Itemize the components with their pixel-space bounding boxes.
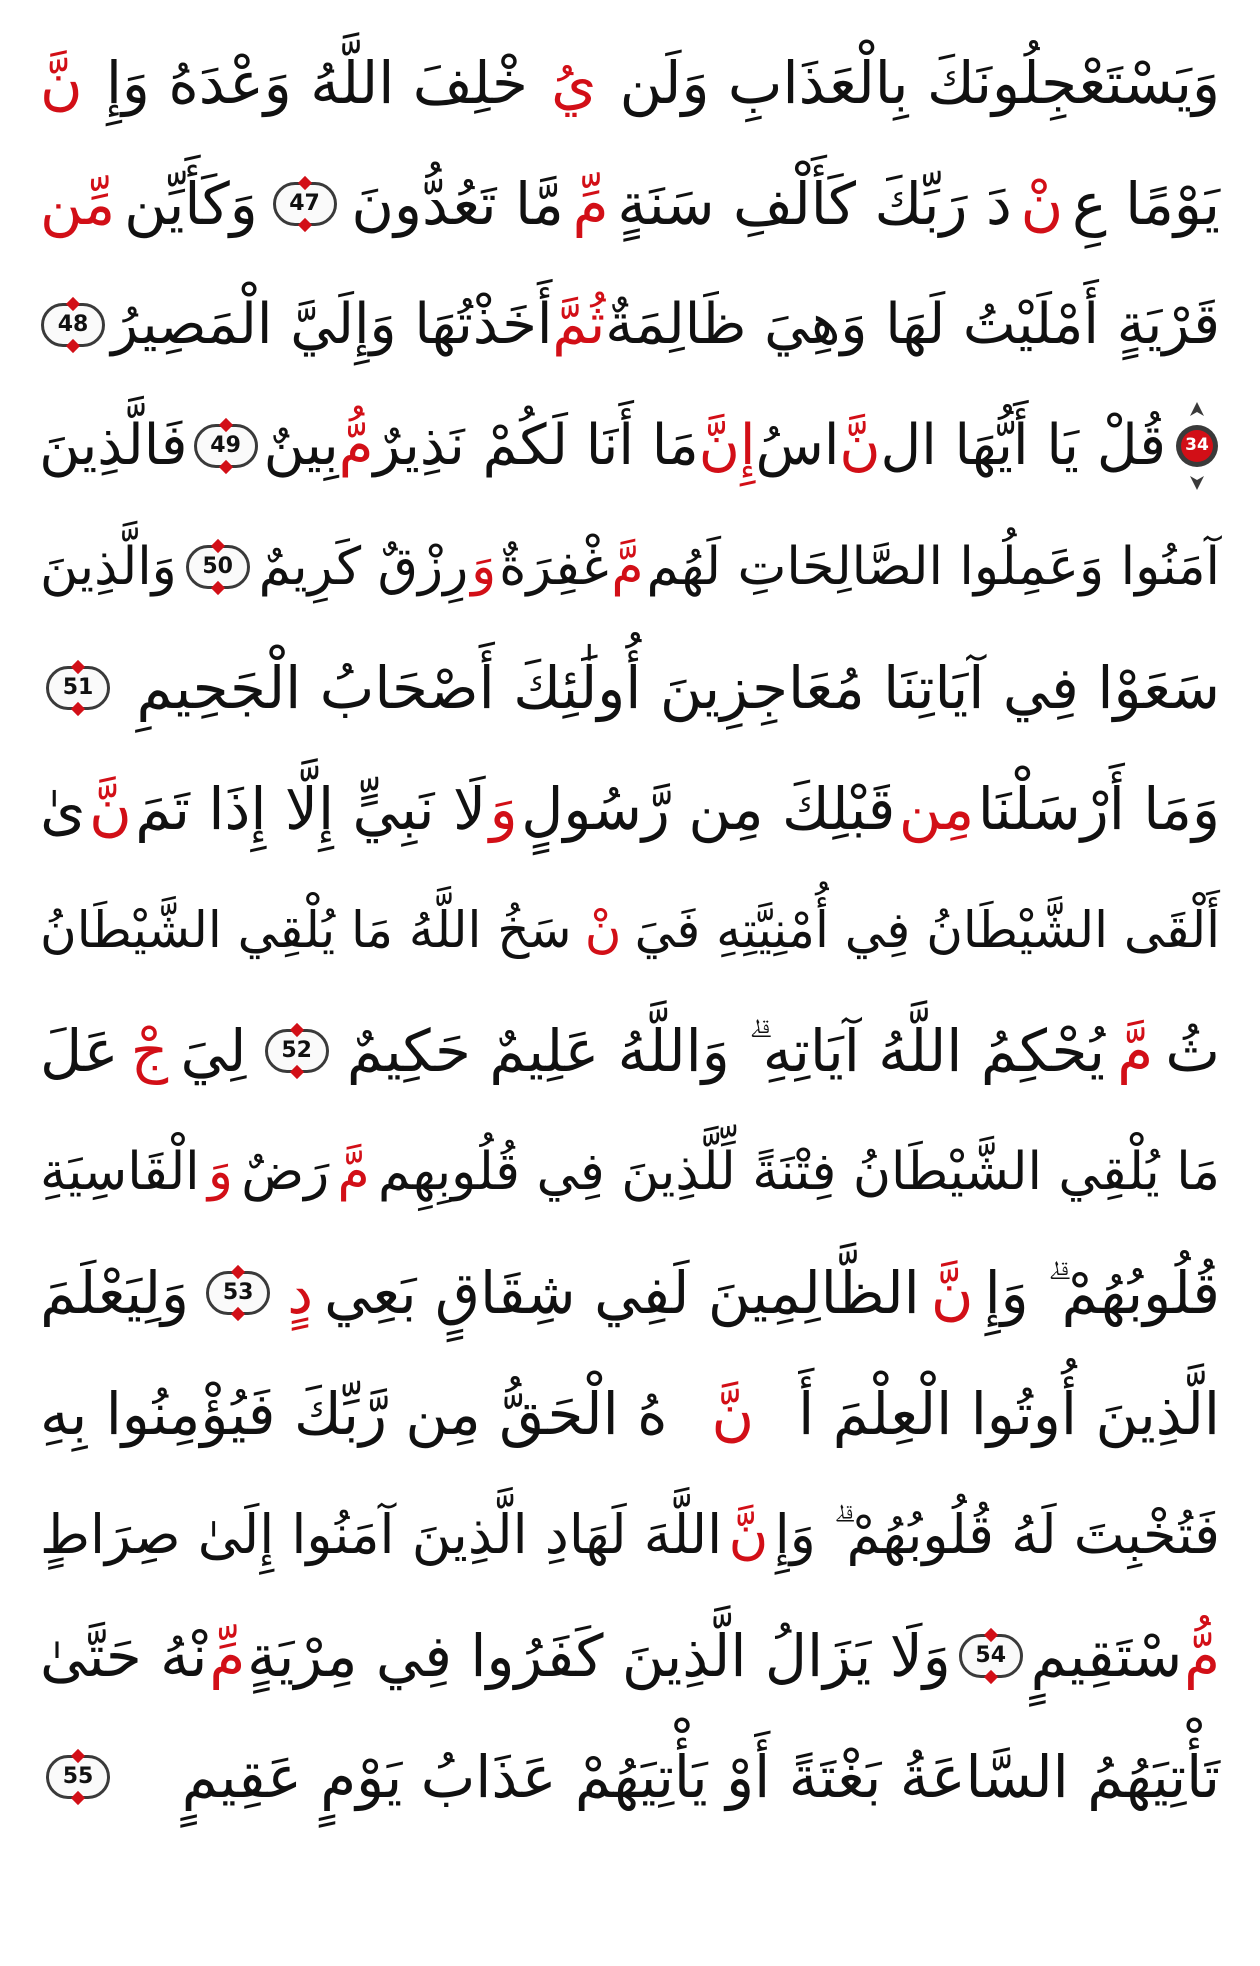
verse-text: مَا يُلْقِي الشَّيْطَانُ فِتْنَةً لِّلَّذِينَ فِي قُلُوبِهِم — [378, 1141, 1220, 1202]
verse-text: الظَّالِمِينَ لَفِي شِقَاقٍ بَعِي — [324, 1258, 920, 1327]
ayah-end-marker — [46, 1755, 110, 1799]
tajweed-highlight: ثُمَّ — [552, 291, 606, 357]
ayah-number: 55 — [62, 1763, 94, 1789]
verse-text: قُلُوبُهُمْ ۗ وَإِ — [984, 1258, 1220, 1327]
tajweed-highlight: نَّ — [89, 774, 132, 843]
hizb-number: 34 — [1185, 435, 1209, 455]
tajweed-highlight: نْ — [1020, 169, 1064, 238]
verse-text: نْهُ حَتَّىٰ — [40, 1621, 208, 1690]
verse-text: هُ الْحَقُّ مِن رَّبِّكَ فَيُؤْمِنُوا بِهِ — [40, 1379, 668, 1448]
ayah-number: 51 — [62, 674, 94, 700]
verse-text: وَمَا أَرْسَلْنَا — [977, 774, 1220, 843]
verse-text: الْقَاسِيَةِ — [40, 1141, 200, 1202]
tajweed-highlight: نَّ — [40, 48, 83, 117]
ayah-end-marker — [194, 424, 258, 468]
verse-text: سْتَقِيمٍ — [1030, 1621, 1183, 1690]
verse-text: الَّذِينَ أُوتُوا الْعِلْمَ أَ — [798, 1379, 1220, 1448]
verse-line — [40, 1716, 1220, 1837]
tajweed-highlight: وَ — [471, 536, 497, 597]
ayah-number: 50 — [202, 553, 233, 579]
ayah-end-marker — [186, 545, 250, 589]
verse-text: سَعَوْا فِي آيَاتِنَا مُعَاجِزِينَ أُولَٰئِكَ أَصْحَابُ الْجَحِيمِ — [136, 653, 1220, 722]
hizb-marker — [1174, 400, 1220, 492]
verse-line — [40, 143, 1220, 264]
ayah-end-marker — [41, 303, 105, 347]
verse-text: اسُ — [755, 412, 840, 478]
tajweed-highlight: مِّ — [209, 1621, 246, 1690]
verse-text: خْلِفَ اللَّهُ وَعْدَهُ وَإِ — [105, 48, 528, 117]
tajweed-highlight: مَّ — [611, 536, 644, 597]
ayah-end-marker — [959, 1634, 1023, 1678]
verse-line — [40, 22, 1220, 143]
tajweed-highlight: مَّ — [337, 1141, 370, 1202]
verse-text: وَلَا يَزَالُ الَّذِينَ كَفَرُوا فِي مِرْيَةٍ — [247, 1621, 951, 1690]
verse-text: وَالَّذِينَ — [40, 536, 177, 597]
verse-text: بِينٌ — [263, 412, 339, 478]
ayah-number: 49 — [210, 432, 241, 458]
verse-line — [40, 627, 1220, 748]
tajweed-highlight: مِّن — [40, 169, 116, 238]
verse-line — [40, 1595, 1220, 1716]
verse-line — [40, 869, 1220, 990]
tajweed-highlight: جْ — [130, 1016, 169, 1085]
verse-text: قُلْ يَا أَيُّهَا ال — [880, 412, 1166, 478]
verse-text: أَخَذْتُهَا وَإِلَيَّ الْمَصِيرُ — [111, 291, 553, 357]
verse-text: لَا نَبِيٍّ إِلَّا إِذَا تَمَ — [135, 774, 487, 843]
verse-line — [40, 1111, 1220, 1232]
verse-text: يَوْمًا عِ — [1072, 169, 1220, 238]
tajweed-highlight: مُّ — [1184, 1621, 1220, 1690]
tajweed-highlight: مَّ — [1117, 1016, 1154, 1085]
verse-text: مَا أَنَا لَكُمْ نَذِيرٌ — [373, 412, 699, 478]
tajweed-highlight: مُّ — [338, 412, 374, 478]
verse-text: يُحْكِمُ اللَّهُ آيَاتِهِ ۗ وَاللَّهُ عَلِيمٌ حَكِيمٌ — [346, 1016, 1106, 1085]
verse-text: تَأْتِيَهُمُ السَّاعَةُ بَغْتَةً أَوْ يَأْتِيَهُمْ عَذَابُ يَوْمٍ عَقِيمٍ — [181, 1742, 1220, 1811]
ayah-end-marker — [206, 1271, 270, 1315]
verse-text: مَّا تَعُدُّونَ — [351, 169, 564, 238]
verse-line — [40, 385, 1220, 506]
verse-line — [40, 264, 1220, 385]
verse-text: وَلِيَعْلَمَ — [40, 1258, 190, 1327]
ayah-number: 48 — [57, 311, 89, 337]
verse-text: وَيَسْتَعْجِلُونَكَ بِالْعَذَابِ وَلَن — [619, 48, 1220, 117]
verse-text: آمَنُوا وَعَمِلُوا الصَّالِحَاتِ لَهُم — [646, 536, 1220, 597]
tajweed-highlight: مِن — [898, 774, 975, 843]
ayah-end-marker — [273, 182, 337, 226]
verse-line — [40, 1232, 1220, 1353]
tajweed-highlight: نَّ — [930, 1258, 974, 1327]
tajweed-highlight: نَّ — [839, 412, 881, 478]
verse-text: رَضٌ — [241, 1141, 330, 1202]
verse-line — [40, 506, 1220, 627]
verse-text: اللَّهَ لَهَادِ الَّذِينَ آمَنُوا إِلَىٰ صِرَاطٍ — [40, 1502, 723, 1566]
tajweed-highlight: دٍ — [287, 1258, 314, 1327]
verse-text: قَرْيَةٍ أَمْلَيْتُ لَهَا وَهِيَ ظَالِمَةٌ — [605, 291, 1220, 357]
verse-text: ىٰ — [40, 774, 86, 843]
tajweed-highlight: وَ — [489, 774, 518, 843]
verse-line — [40, 1474, 1220, 1595]
verse-line — [40, 990, 1220, 1111]
verse-text: عَلَ — [40, 1016, 119, 1085]
verse-text: لِيَ — [180, 1016, 247, 1085]
verse-text: دَ رَبِّكَ كَأَلْفِ سَنَةٍ — [617, 169, 1012, 238]
verse-text: ثُ — [1165, 1016, 1220, 1085]
ayah-end-marker — [265, 1029, 329, 1073]
verse-text: غْفِرَةٌ — [499, 536, 609, 597]
verse-text: وَكَأَيِّن — [124, 169, 258, 238]
verse-text: أَلْقَى الشَّيْطَانُ فِي أُمْنِيَّتِهِ فَيَ — [634, 900, 1220, 959]
verse-text: سَخُ اللَّهُ مَا يُلْقِي الشَّيْطَانُ — [40, 900, 572, 959]
tajweed-highlight: نْ — [584, 900, 622, 959]
tajweed-highlight: مِّ — [572, 169, 609, 238]
ayah-number: 47 — [289, 190, 320, 216]
tajweed-highlight: إِنَّ — [698, 412, 756, 478]
verse-text: فَالَّذِينَ — [39, 412, 188, 478]
ayah-end-marker — [46, 666, 110, 710]
ayah-number: 53 — [222, 1279, 254, 1305]
verse-text: رِزْقٌ كَرِيمٌ — [258, 536, 469, 597]
verse-text: فَتُخْبِتَ لَهُ قُلُوبُهُمْ ۗ وَإِ — [774, 1502, 1220, 1566]
ayah-number: 54 — [975, 1642, 1007, 1668]
verse-line — [40, 1353, 1220, 1474]
tajweed-highlight: يُ — [551, 48, 597, 117]
tajweed-highlight: وَ — [207, 1141, 234, 1202]
tajweed-highlight: نَّ — [711, 1379, 755, 1448]
tajweed-highlight: نَّ — [728, 1502, 769, 1566]
verse-text: قَبْلِكَ مِن رَّسُولٍ — [521, 774, 896, 843]
verse-line — [40, 748, 1220, 869]
ayah-number: 52 — [281, 1037, 312, 1063]
